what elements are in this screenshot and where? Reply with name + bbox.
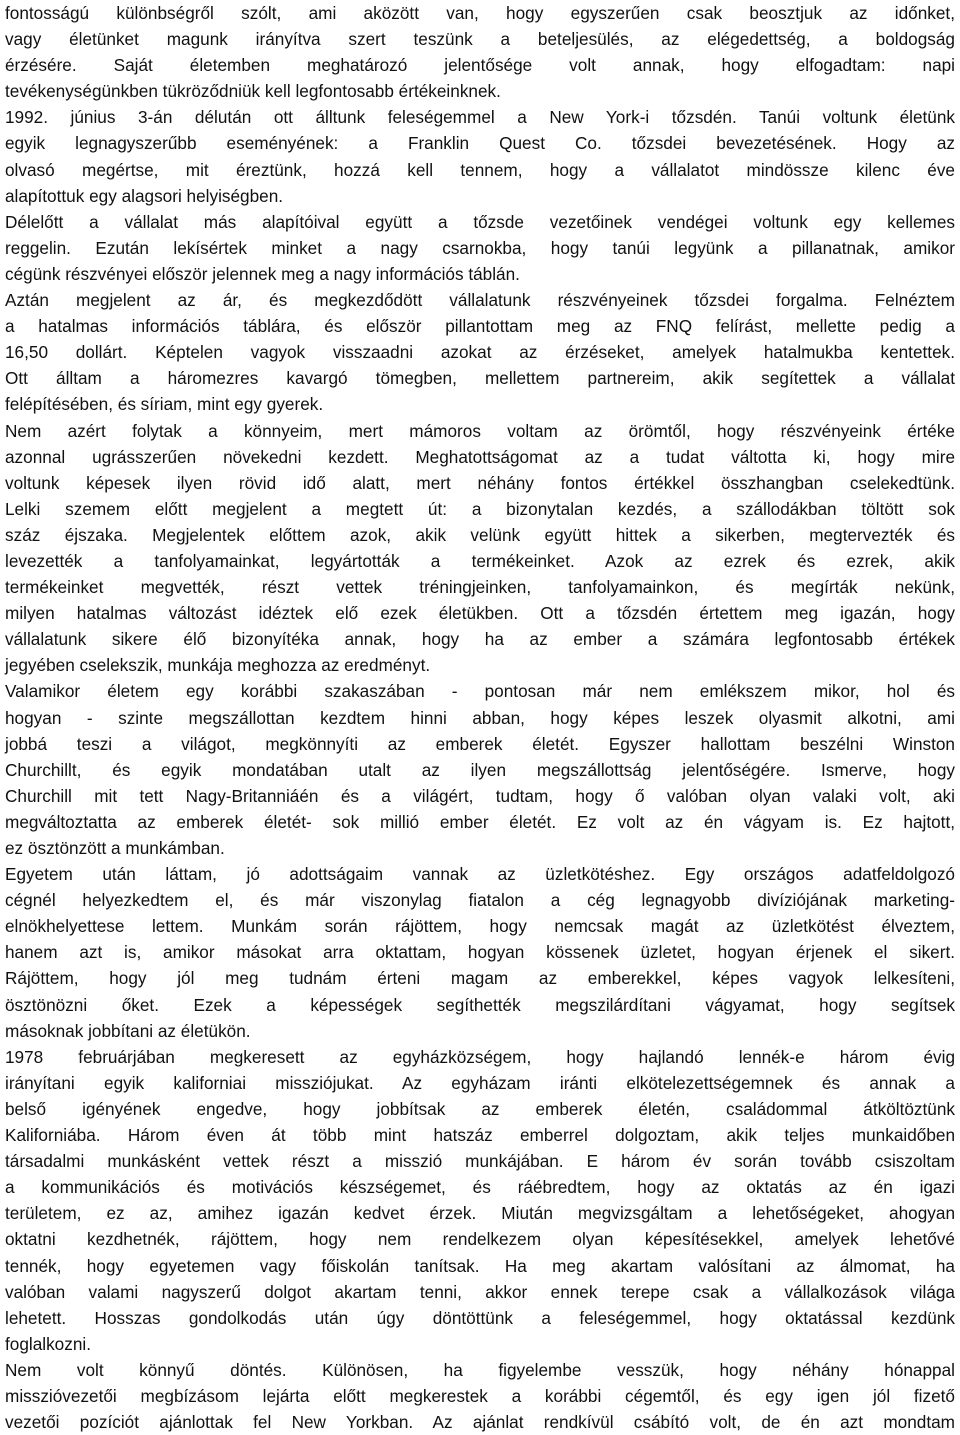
text-line: azonnal ugrásszerűen növekedni kezdett. Meghatottságomat az a tudat váltotta ki, hogy mire xyxy=(5,446,955,467)
text-line: Churchill mit tett Nagy-Britanniáén és a világért, tudtam, hogy ő valóban olyan valaki volt, aki xyxy=(5,785,955,806)
text-line: olvasó megértse, mit éreztünk, hozzá kell tennem, hogy a vállalatot mindössze kilenc éve xyxy=(5,159,955,180)
text-line: fontosságú különbségről szólt, ami aközött van, hogy egyszerűen csak beosztjuk az időnket, xyxy=(5,3,955,23)
text-line: Kaliforniába. Három éven át több mint hatszáz emberrel dolgoztam, akik teljes munkaidőben xyxy=(5,1125,955,1146)
text-line: levezették a tanfolyamainkat, legyártották a termékeinket. Azok az ezrek és ezrek, akik xyxy=(5,550,955,571)
text-line: elnökhelyettese lettem. Munkám során rájöttem, hogy nemcsak magát az üzletkötést élveztem, xyxy=(5,916,955,937)
text-line: a kommunikációs és motivációs készségemet, és ráébredtem, hogy az oktatás az én igazi xyxy=(5,1177,955,1198)
text-line: belső igényének engedve, hogy jobbítsak az emberek életén, családommal átköltöztünk xyxy=(5,1098,955,1119)
text-line: Rájöttem, hogy jól meg tudnám érteni magam az emberekkel, képes vagyok lelkesíteni, xyxy=(5,968,955,989)
text-line: oktatni kezdhetnék, rájöttem, hogy nem rendelkezem olyan képesítésekkel, amelyek lehetővé xyxy=(5,1229,955,1250)
text-line: felépítésében, és síriam, mint egy gyerek. xyxy=(5,394,324,415)
text-line: területem, ez az, amihez igazán kedvet érzek. Miután megvizsgáltam a lehetőségeket, ahogyan xyxy=(5,1203,955,1224)
text-line: megváltoztatta az emberek életét- sok millió ember életét. Ez volt az én vágyam is. Ez hajtott, xyxy=(5,811,955,832)
text-line: cégünk részvényei először jelennek meg a nagy információs táblán. xyxy=(5,263,520,284)
text-line: másoknak jobbítani az életükön. xyxy=(5,1020,251,1041)
text-line: 16,50 dollárt. Képtelen vagyok visszaadni azokat az érzéseket, amelyek hatalmukba kentettek. xyxy=(5,342,955,363)
text-line: lehetett. Hosszas gondolkodás után úgy döntöttünk a feleségemmel, hogy oktatással kezdünk xyxy=(5,1307,955,1328)
text-line: Ott álltam a háromezres kavargó tömegben, mellettem partnereim, akik segítettek a vállalat xyxy=(5,368,955,389)
text-line: jobbá teszi a világot, megkönnyíti az emberek életét. Egyszer hallottam beszélni Winston xyxy=(5,733,955,754)
text-line: 1992. június 3-án délután ott álltunk feleségemmel a New York-i tőzsdén. Tanúi voltunk életünk xyxy=(5,107,955,128)
text-line: ez ösztönzött a munkámban. xyxy=(5,838,225,858)
text-line: Valamikor életem egy korábbi szakaszában - pontosan már nem emlékszem mikor, hol és xyxy=(5,681,955,702)
text-line: reggelin. Ezután lekísértek minket a nagy csarnokba, hogy tanúi legyünk a pillanatnak, amikor xyxy=(5,237,955,258)
text-line: tevékenységünkben tükröződniük kell legfontosabb értékeinknek. xyxy=(5,81,501,102)
text-line: termékeinket megvették, részt vettek tréningjeinken, tanfolyamainkon, és megírták nekünk, xyxy=(5,577,955,598)
text-line: valóban valami nagyszerű dolgot akartam tenni, akkor ennek terepe csak a vállalkozások világa xyxy=(5,1281,955,1302)
document-body xyxy=(5,0,955,1435)
text-line: társadalmi munkásként vettek részt a misszió munkájában. E három év során tovább csiszoltam xyxy=(5,1151,955,1172)
text-line: Délelőtt a vállalat más alapítóival együtt a tőzsde vezetőinek vendégei voltunk egy kellemes xyxy=(5,211,955,232)
text-line: voltunk képesek ilyen rövid idő alatt, mert néhány fontos értékkel összhangban cselekedtünk. xyxy=(5,472,955,493)
text-line: Aztán megjelent az ár, és megkezdődött vállalatunk részvényeinek tőzsdei forgalma. Felnéztem xyxy=(5,290,955,311)
text-line: tennék, hogy egyetemen vagy főiskolán tanítsak. Ha meg akartam valósítani az álmomat, ha xyxy=(5,1255,955,1276)
text-line: irányítani egyik kaliforniai missziójukat. Az egyházam iránti elkötelezettségemnek és annak a xyxy=(5,1072,955,1093)
text-line: vállalatunk sikere élő bizonyítéka annak, hogy ha az ember a számára legfontosabb értékek xyxy=(5,629,955,650)
text-line: cégnél helyezkedtem el, és már viszonylag fiatalon a cég legnagyobb divíziójának marketing- xyxy=(5,890,955,911)
text-line: Churchillt, és egyik mondatában utalt az ilyen megszállottság jelentőségére. Ismerve, hogy xyxy=(5,759,955,780)
text-line: Nem volt könnyű döntés. Különösen, ha figyelembe vesszük, hogy néhány hónappal xyxy=(5,1359,955,1380)
text-line: Egyetem után láttam, jó adottságaim vannak az üzletkötéshez. Egy országos adatfeldolgozó xyxy=(5,864,955,885)
text-line: 1978 februárjában megkeresett az egyházközségem, hogy hajlandó lennék-e három évig xyxy=(5,1046,955,1067)
text-line: érzésére. Saját életemben meghatározó jelentősége volt annak, hogy elfogadtam: napi xyxy=(5,55,955,76)
text-line: Lelki szemem előtt megjelent a megtett út: a bizonytalan kezdés, a szállodákban töltött sok xyxy=(5,498,955,519)
text-line: foglalkozni. xyxy=(5,1333,91,1354)
text-line: vezetői pozíciót ajánlottak fel New Yorkban. Az ajánlat rendkívül csábító volt, de én azt mondtam xyxy=(5,1412,955,1433)
text-line: hanem azt is, amikor másokat arra oktattam, hogyan kössenek üzletet, hogyan érjenek el sikert. xyxy=(5,942,955,963)
text-line: jegyében cselekszik, munkája meghozza az eredményt. xyxy=(5,655,431,676)
text-line: alapítottuk egy alagsori helyiségben. xyxy=(5,185,284,206)
text-line: milyen hatalmas változást idéztek elő ezek életükben. Ott a tőzsdén értettem meg igazán, hogy xyxy=(5,603,955,624)
text-line: vagy életünket magunk irányítva szert teszünk a beteljesülés, az elégedettség, a boldogság xyxy=(5,29,955,50)
text-line: ösztönözni őket. Ezek a képességek segíthették megszilárdítani vágyamat, hogy segítsek xyxy=(5,994,955,1015)
text-line: Nem azért folytak a könnyeim, mert mámoros voltam az örömtől, hogy részvényeink értéke xyxy=(5,420,955,441)
text-line: egyik legnagyszerűbb eseményének: a Franklin Quest Co. tőzsdei bevezetésének. Hogy az xyxy=(5,133,955,154)
text-line: misszióvezetői megbízásom lejárta előtt megkerestek a korábbi cégemtől, és egy igen jól fizető xyxy=(5,1385,955,1406)
text-line: a hatalmas információs táblára, és először pillantottam meg az FNQ felírást, mellette pedig a xyxy=(5,316,955,337)
text-line: száz éjszaka. Megjelentek előttem azok, akik velünk együtt hittek a sikerben, megtervezték és xyxy=(5,524,955,545)
text-line: hogyan - szinte megszállottan kezdtem hinni abban, hogy képes leszek olyasmit alkotni, ami xyxy=(5,707,955,728)
